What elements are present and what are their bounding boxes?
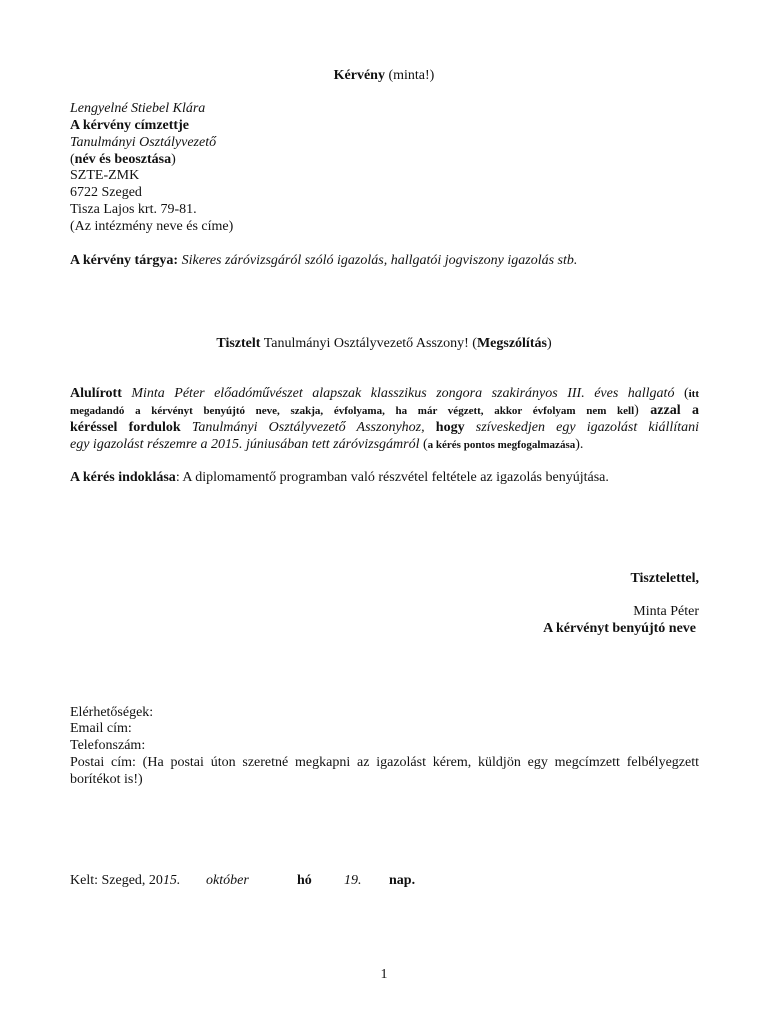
- date-month: október: [206, 873, 249, 888]
- body-line-3: [70, 419, 699, 436]
- salutation-text: Tanulmányi Osztályvezető Asszony! (: [260, 336, 477, 351]
- reason-line: [70, 469, 609, 486]
- contacts-heading: Elérhetőségek:: [70, 705, 154, 720]
- salutation: [0, 335, 768, 352]
- document-title: [0, 67, 768, 84]
- hint-close: ): [171, 152, 176, 167]
- hint-open: (: [70, 152, 75, 167]
- body-addressee: Tanulmányi Osztályvezető Asszonyhoz,: [180, 420, 436, 435]
- date-ho: hó: [297, 873, 312, 888]
- recipient-label: A kérvény címzettje: [70, 118, 189, 133]
- subject-line: [70, 252, 577, 269]
- salutation-bold: Tisztelt: [216, 336, 261, 351]
- body-line-2: [70, 402, 699, 420]
- body-small-2: megadandó a kérvényt benyújtó neve, szakja, évfolyama, ha már végzett, akkor évfolyam nem kell: [70, 405, 635, 417]
- closing-label: A kérvényt benyújtó neve: [543, 621, 696, 636]
- date-year: 15.: [162, 873, 181, 888]
- reason-label: A kérés indoklása: [70, 470, 176, 485]
- date-prefix: Kelt: Szeged, 20: [70, 873, 163, 888]
- recipient-institution: SZTE-ZMK: [70, 168, 140, 183]
- recipient-hint: [70, 151, 176, 168]
- title-bold: Kérvény: [333, 68, 385, 83]
- body-close: ): [634, 403, 639, 418]
- contacts-phone: Telefonszám:: [70, 738, 146, 753]
- body-line-4: [70, 436, 583, 454]
- page-number: 1: [380, 967, 388, 982]
- date-nap: nap.: [389, 873, 416, 888]
- subject-label: A kérvény tárgya:: [70, 253, 179, 268]
- body-certificate: egy igazolást részemre a 2015. júniusában tett záróvizsgámról: [70, 437, 420, 452]
- body-close-2: ).: [575, 437, 584, 452]
- reason-text: : A diplomamentő programban való részvétel feltétele az igazolás benyújtása.: [175, 470, 609, 485]
- contacts-postal: Postai cím: (Ha postai úton szeretné megkapni az igazolást kérem, küldjön egy megcímzett felbélyegzett borítékot is!): [70, 755, 699, 787]
- title-rest: (minta!): [384, 68, 435, 83]
- recipient-street: Tisza Lajos krt. 79-81.: [70, 202, 197, 217]
- salutation-hint: Megszólítás: [476, 336, 547, 351]
- subject-text: Sikeres záróvizsgáról szóló igazolás, hallgatói jogviszony igazolás stb.: [178, 253, 578, 268]
- body-alulirott: Alulírott: [70, 386, 122, 401]
- body-small-1: itt: [688, 388, 699, 400]
- recipient-name: Lengyelné Stiebel Klára: [70, 101, 206, 116]
- closing-name: Minta Péter: [633, 604, 699, 619]
- body-open: (: [674, 386, 689, 401]
- salutation-close: ): [546, 336, 552, 351]
- body-student: Minta Péter előadóművészet alapszak klasszikus zongora szakirányos III. éves hallgató: [121, 386, 675, 401]
- contacts-email: Email cím:: [70, 721, 132, 736]
- date-line: [70, 872, 416, 889]
- body-small-3: a kérés pontos megfogalmazása: [427, 439, 576, 451]
- body-azzal: azzal a: [638, 403, 699, 418]
- body-line-1: [70, 385, 699, 403]
- body-open-2: (: [419, 437, 428, 452]
- closing-greeting: Tisztelettel,: [630, 571, 699, 586]
- body-request: szíveskedjen egy igazolást kiállítani: [464, 420, 699, 435]
- body-hogy: hogy: [435, 420, 465, 435]
- recipient-city: 6722 Szeged: [70, 185, 142, 200]
- recipient-address-hint: (Az intézmény neve és címe): [70, 219, 234, 234]
- body-keressel: kéréssel fordulok: [70, 420, 181, 435]
- recipient-position: Tanulmányi Osztályvezető: [70, 135, 217, 150]
- date-day: 19.: [344, 873, 362, 888]
- hint-bold: név és beosztása: [74, 152, 172, 167]
